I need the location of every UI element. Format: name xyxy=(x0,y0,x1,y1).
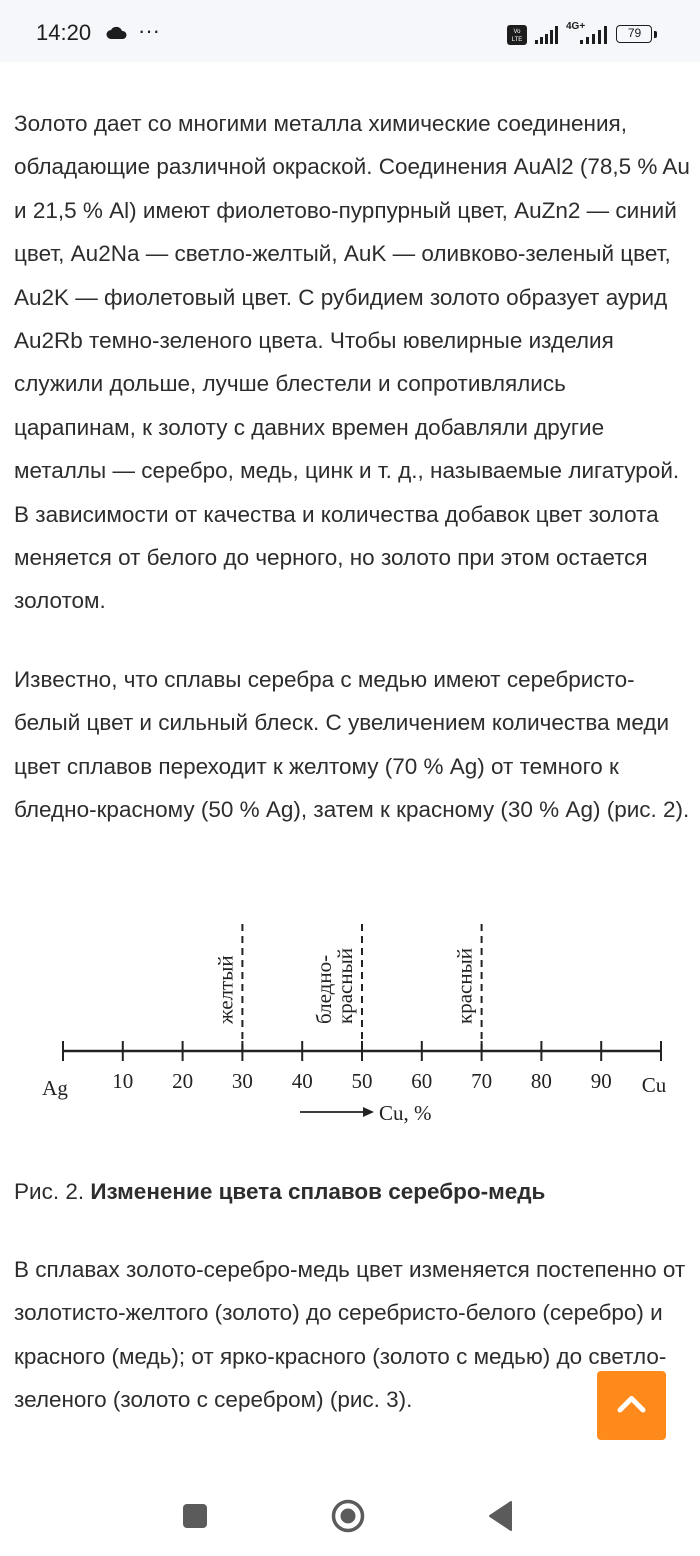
axis-right-label: Cu xyxy=(641,1073,667,1097)
volte-icon xyxy=(507,25,527,45)
axis-tick-label: 30 xyxy=(231,1069,253,1093)
home-button[interactable] xyxy=(330,1498,366,1534)
article-paragraph-2: Известно, что сплавы серебра с медью имеют серебристо-белый цвет и сильный блеск. С увеличением количества меди цвет сплавов переходит к желтому (70 % Ag) от темного к бледно-красному (50 % Ag), затем к красному (30 % Ag) (рис. 2). xyxy=(14,667,690,823)
axis-tick-label: 10 xyxy=(112,1069,134,1093)
battery-level: 79 xyxy=(627,26,642,40)
axis-tick-label: 60 xyxy=(411,1069,433,1093)
axis-arrow-head xyxy=(363,1107,374,1117)
axis-left-label: Ag xyxy=(42,1076,68,1100)
svg-text:LTE: LTE xyxy=(511,37,523,43)
axis-tick-label: 70 xyxy=(471,1069,493,1093)
color-marker-label: красный xyxy=(333,948,357,1024)
color-marker-label: желтый xyxy=(213,955,238,1024)
axis-tick-label: 40 xyxy=(291,1069,313,1093)
more-notifications-icon: ··· xyxy=(138,18,160,43)
recent-apps-button[interactable] xyxy=(183,1504,207,1528)
axis-caption: Cu, % xyxy=(379,1101,432,1125)
axis-tick-label: 50 xyxy=(351,1069,373,1093)
navigation-bar xyxy=(0,1480,700,1556)
caption-prefix: Рис. 2. xyxy=(14,1179,85,1204)
color-change-figure xyxy=(38,916,678,1136)
status-time: 14:20 xyxy=(36,20,92,45)
signal-strength-icon-2 xyxy=(580,26,608,44)
caption-title: Изменение цвета сплавов серебро-медь xyxy=(90,1179,546,1204)
status-bar xyxy=(0,0,700,62)
svg-text:Vo: Vo xyxy=(513,29,521,35)
article-paragraph-3: В сплавах золото-серебро-медь цвет изменяется постепенно от золотисто-желтого (золото) до серебристо-белого (серебро) и красного (медь); от ярко-красного (золото с медью) до светло-зеленого (золото с серебром) (рис. 3). xyxy=(14,1257,686,1413)
network-type-label: 4G+ xyxy=(566,21,586,32)
article-paragraph-1: Золото дает со многими металла химические соединения, обладающие различной окраской. Соединения AuAl2 (78,5 % Au и 21,5 % Al) имеют фиолетово-пурпурный цвет, AuZn2 — синий цвет, Au2Na — светло-желтый, AuK — оливково-зеленый цвет, Au2K — фиолетовый цвет. С рубидием золото образует аурид Au2Rb темно-зеленого цвета. Чтобы ювелирные изделия служили дольше, лучше блестели и сопротивлялись царапинам, к золоту с давних времен добавляли другие металлы — серебро, медь, цинк и т. д., называемые лигатурой. В зависимости от качества и количества добавок цвет золота меняется от белого до черного, но золото при этом остается золотом. xyxy=(14,111,690,614)
cloud-icon xyxy=(106,26,128,40)
chevron-up-icon xyxy=(597,1371,666,1440)
back-button[interactable] xyxy=(487,1500,515,1532)
battery-icon xyxy=(616,25,656,43)
color-markers xyxy=(213,924,481,1051)
axis-tick-label: 80 xyxy=(530,1069,552,1093)
color-marker-label: красный xyxy=(452,948,477,1024)
axis-tick-label: 20 xyxy=(172,1069,194,1093)
axis-tick-label: 90 xyxy=(590,1069,612,1093)
figure-caption xyxy=(14,1170,690,1213)
scroll-to-top-button[interactable] xyxy=(597,1371,666,1440)
color-marker-label: бледно- xyxy=(312,954,336,1024)
signal-strength-icon xyxy=(535,26,561,44)
